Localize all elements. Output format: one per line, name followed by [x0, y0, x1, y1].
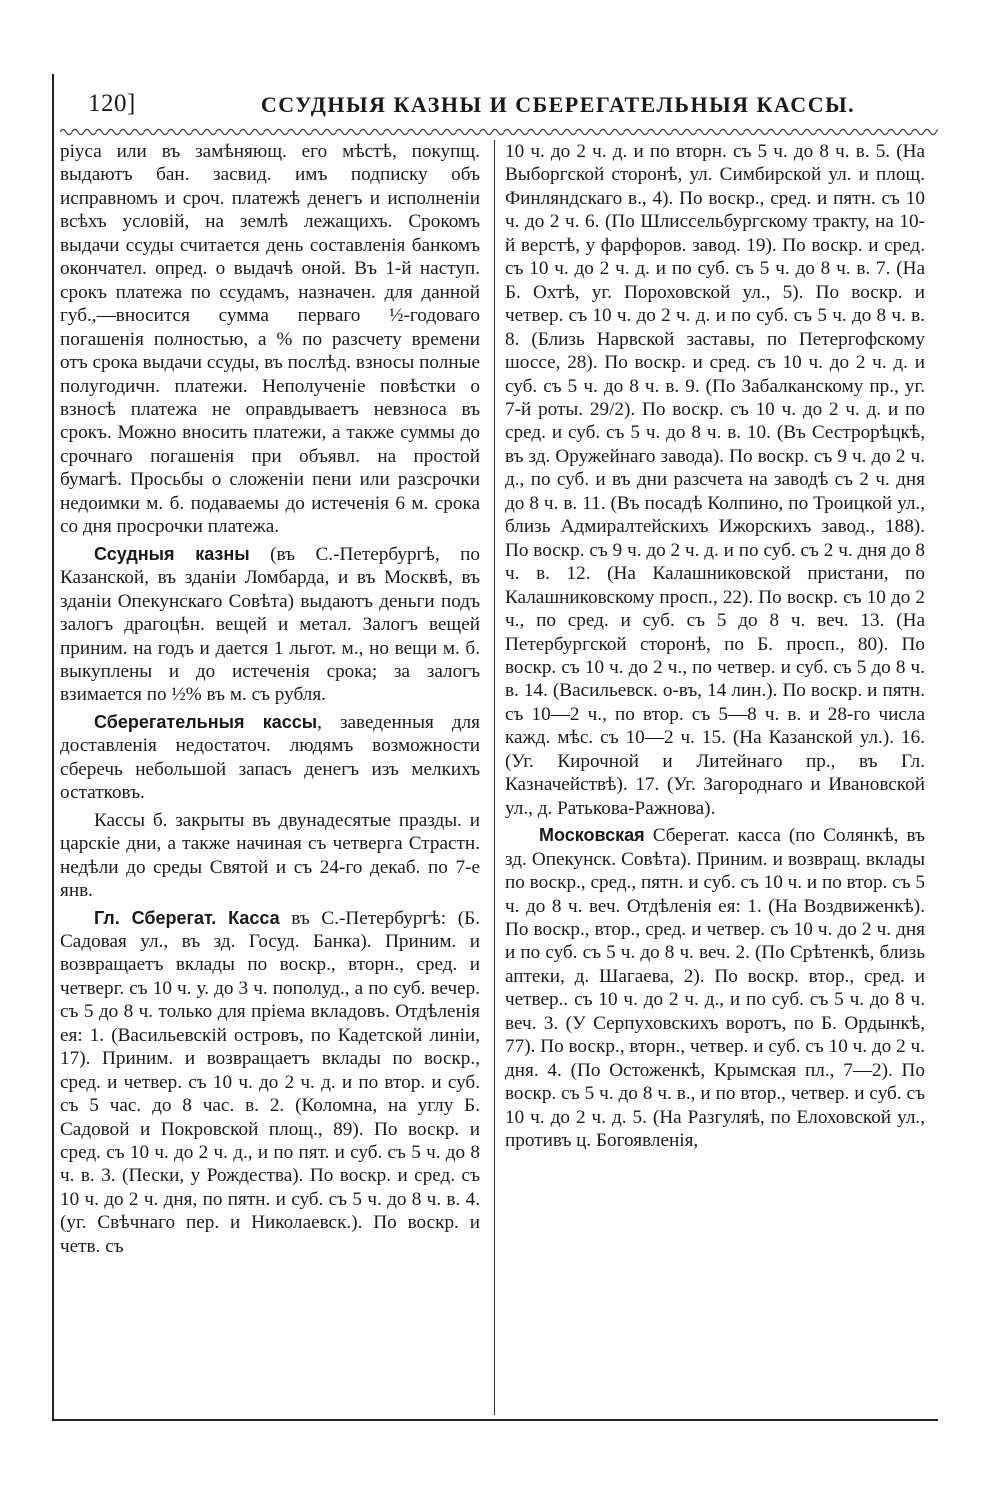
paragraph: Кассы б. закрыты въ двунадесятые празды. и царскіе дни, а также начиная съ четверга Страстн. недѣли до среды Святой и съ 24-го декаб. по 7-е янв.: [60, 809, 480, 902]
left-column: [60, 140, 480, 1412]
paragraph: [60, 907, 480, 1259]
section-term: Гл. Сберегат. Касса: [94, 907, 280, 928]
paragraph: [505, 824, 925, 1152]
paragraph: [60, 543, 480, 707]
running-title: ССУДНЫЯ КАЗНЫ И СБЕРЕГАТЕЛЬНЫЯ КАССЫ.: [260, 92, 856, 117]
paragraph: [60, 711, 480, 805]
column-divider: [494, 140, 495, 1415]
section-term: Сберегательныя кассы: [94, 711, 318, 732]
section-term: Московская: [539, 825, 645, 846]
paragraph-text: (въ С.-Петербургѣ, по Казанской, въ зданіи Ломбарда, и въ Москвѣ, въ зданіи Опекунскаго Совѣта) выдаютъ деньги подъ залогъ драгоцѣн. вещей и метал. Залогъ вещей приним. на годъ и дается 1 льгот. м., но вещи м. б. выкуплены и до истеченія срока; за залогъ взимается по ½% въ м. съ рубля.: [60, 543, 480, 706]
right-column: [505, 140, 925, 1412]
page-header: [88, 86, 928, 126]
page-frame-left-rule: [52, 74, 54, 1420]
section-term: Ссудныя казны: [94, 543, 250, 564]
page-frame-bottom-rule: [52, 1419, 938, 1421]
paragraph: ріуса или въ замѣняющ. его мѣстѣ, покупщ. выдаютъ бан. засвид. имъ подписку объ исправномъ и сроч. платежѣ денегъ и исполненіи всѣхъ условій, на землѣ лежащихъ. Срокомъ выдачи ссуды считается день составленія банкомъ окончател. опред. о выдачѣ оной. Въ 1-й наступ. срокъ платежа по ссудамъ, назначен. для данной губ.,—вносится сумма перваго ½-годоваго погашенія полностью, а % по разсчету времени отъ срока выдачи ссуды, въ послѣд. взносы полные полугодичн. платежи. Неполученіе повѣстки о взносѣ платежа не оправдываетъ невзноса въ срокъ. Можно вносить платежи, а также суммы до срочнаго погашенія при объявл. на простой бумагѣ. Просьбы о сложеніи пени или разсрочки недоимки м. б. подаваемы до истеченія 6 м. срока со дня просрочки платежа.: [60, 141, 480, 538]
paragraph-text: , заведенныя для доставленія недостаточ. людямъ возможности сберечь небольшой запасъ денегъ изъ мелкихъ остатковъ.: [60, 711, 480, 804]
paragraph: 10 ч. до 2 ч. д. и по вторн. съ 5 ч. до 8 ч. в. 5. (На Выборгской сторонѣ, ул. Симбирской ул. и площ. Финляндскаго в., 4). По воскр., сред. и пятн. съ 10 ч. до 2 ч. 6. (По Шлиссельбургскому тракту, на 10-й верстѣ, у фарфоров. завод. 19). По воскр. и сред. съ 10 ч. до 2 ч. д. и по суб. съ 5 ч. до 8 ч. в. 7. (На Б. Охтѣ, уг. Пороховской ул., 5). По воскр. и четвер. съ 10 ч. до 2 ч. д. и по суб. съ 5 ч. до 8 ч. в. 8. (Близь Нарвской заставы, по Петергофскому шоссе, 28). По воскр. и сред. съ 10 ч. до 2 ч. д. и суб. съ 5 ч. до 8 ч. в. 9. (По Забалканскому пр., уг. 7-й роты. 29/2). По воскр. съ 10 ч. до 2 ч. д. и по сред. и суб. съ 5 ч. до 8 ч. в. 10. (Въ Сестрорѣцкѣ, въ зд. Оружейнаго завода). По воскр. съ 9 ч. до 2 ч. д., по суб. и въ дни разсчета на заводѣ съ 2 ч. дня до 8 ч. в. 11. (Въ посадѣ Колпино, по Троицкой ул., близь Адмиралтейскихъ Ижорскихъ завод., 188). По воскр. съ 9 ч. до 2 ч. д. и по суб. съ 2 ч. дня до 8 ч. в. 12. (На Калашниковской пристани, по Калашниковскому просп., 22). По воскр. съ 10 до 2 ч., по сред. и суб. съ 5 до 8 ч. веч. 13. (На Петербургской сторонѣ, по Б. просп., 80). По воскр. съ 10 ч. до 2 ч., по четвер. и суб. съ 5 до 8 ч. в. 14. (Васильевск. о-въ, 14 лин.). По воскр. и пятн. съ 10—2 ч., по втор. съ 5—8 ч. в. и 28-го числа кажд. мѣс. съ 10—2 ч. 15. (На Казанской ул.). 16. (Уг. Кирочной и Литейнаго пр., въ Гл. Казначействѣ). 17. (Уг. Загороднаго и Ивановской ул., д. Ратькова-Ражнова).: [505, 141, 925, 819]
paragraph-text: въ С.-Петербургѣ: (Б. Садовая ул., въ зд. Госуд. Банка). Приним. и возвращаетъ вклады по воскр., вторн., сред. и четверг. съ 10 ч. у. до 3 ч. пополуд., а по суб. вечер. съ 5 до 8 ч. только для пріема вкладовъ. Отдѣленія ея: 1. (Васильевскій островъ, по Кадетской линіи, 17). Приним. и возвращаетъ вклады по воскр., сред. и четвер. съ 10 ч. до 2 ч. д. и по втор. и суб. съ 5 час. до 8 час. в. 2. (Коломна, на углу Б. Садовой и Покровской площ., 89). По воскр. и сред. съ 10 ч. до 2 ч. д., и по пят. и суб. съ 5 ч. до 8 ч. в. 3. (Пески, у Рождества). По воскр. и сред. съ 10 ч. до 2 ч. дня, по пятн. и суб. съ 5 ч. до 8 ч. в. 4. (уг. Свѣчнаго пер. и Николаевск.). По воскр. и четв. съ: [60, 907, 480, 1257]
paragraph-text: Сберегат. касса (по Солянкѣ, въ зд. Опекунск. Совѣта). Приним. и возвращ. вклады по воскр., сред., пятн. и суб. съ 10 ч. и по втор. съ 5 ч. до 8 ч. веч. Отдѣленія ея: 1. (На Воздвиженкѣ). По воскр., втор., сред. и четвер. съ 10 ч. до 2 ч. дня и по суб. съ 5 ч. до 8 ч. веч. 2. (По Срѣтенкѣ, близь аптеки, д. Шагаева, 2). По воскр. втор., сред. и четвер.. съ 10 ч. до 2 ч. д., и по суб. съ 5 ч. до 8 ч. веч. 3. (У Серпуховскихъ воротъ, по Б. Ордынкѣ, 77). По воскр., вторн., четвер. и суб. съ 10 ч. до 2 ч. дня. 4. (По Остоженкѣ, Крымская пл., 7—2). По воскр. съ 5 ч. до 8 ч. в., и по втор., четвер. и суб. съ 10 ч. до 2 ч. д. 5. (На Разгуляѣ, по Елоховской ул., противъ ц. Богоявленія,: [505, 825, 925, 1152]
page-number: 120]: [88, 90, 136, 117]
wavy-header-rule: [60, 126, 938, 138]
